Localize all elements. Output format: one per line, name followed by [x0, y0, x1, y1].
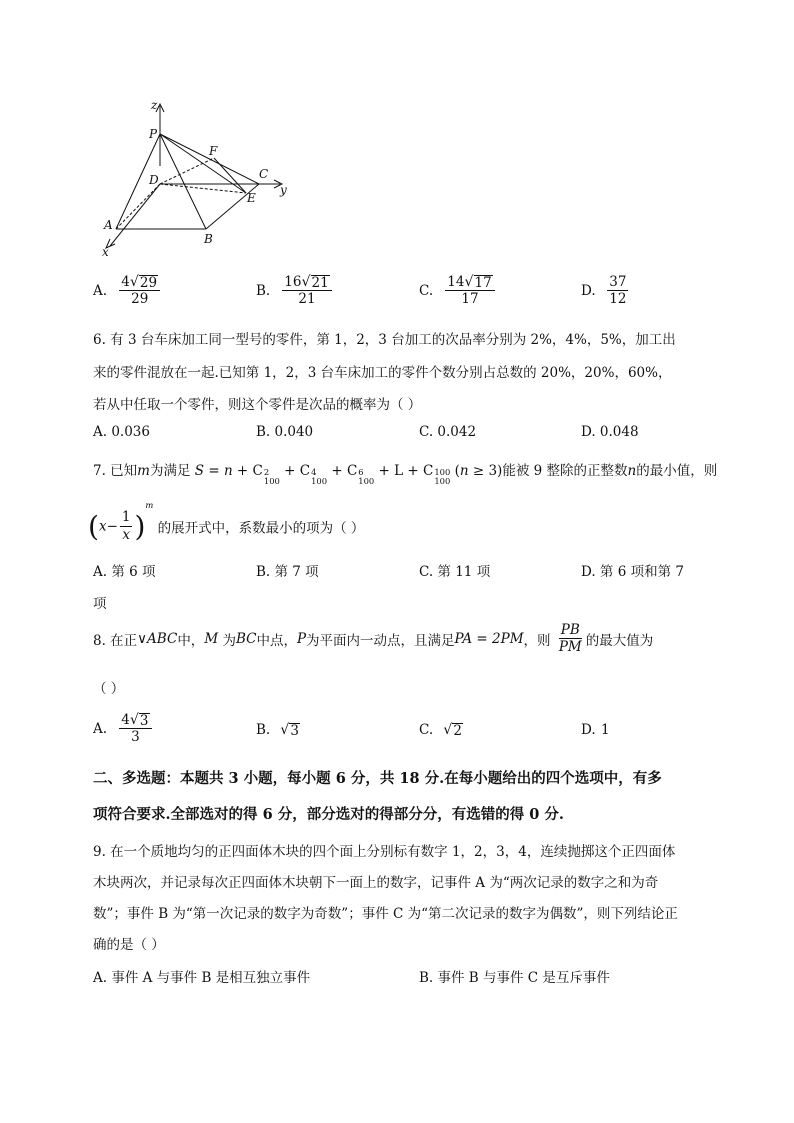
q9-line-3: 数”；事件 B 为“第一次记录的数字为奇数”；事件 C 为“第二次记录的数字为偶数”，则下列结论正	[93, 906, 678, 922]
label-F: F	[209, 144, 218, 158]
q6-option-c: C. 0.042	[419, 424, 477, 440]
q7-option-d: D. 第 6 项和第 7	[581, 564, 684, 580]
section2-line-2: 项符合要求.全部选对的得 6 分，部分选对的得部分分，有选错的得 0 分.	[93, 806, 564, 823]
q5-option-c: C. 14 √ 17 17	[419, 274, 497, 308]
q5-option-d: D. $\frac{37}{12}$	[581, 274, 627, 308]
q6-line-1: 6. 有 3 台车床加工同一型号的零件，第 1，2，3 台加工的次品率分别为 2%，4%，5%，加工出	[93, 332, 676, 348]
label-E: E	[247, 191, 256, 205]
q8-line-1: 8. 在正∨ABC中，M 为BC中点，P为平面内一动点，且满足PA = 2PM，则 $\frac{PB}{PM}$ 的最大值为	[93, 622, 654, 656]
q7-option-a: A. 第 6 项	[93, 564, 156, 580]
q6-option-a: A. 0.036	[93, 424, 150, 440]
q7-line-2: (x− $\frac{1}{x}$ )$^m$ 的展开式中，系数最小的项为（ ）	[88, 500, 365, 543]
q6-option-d: D. 0.048	[581, 424, 639, 440]
q8-option-d: D. 1	[581, 722, 610, 738]
q9-line-4: 确的是（ ）	[93, 937, 165, 953]
q8-paren: （ ）	[93, 681, 125, 697]
label-B: B	[204, 232, 213, 246]
section2-line-1: 二、多选题：本题共 3 小题，每小题 6 分，共 18 分.在每小题给出的四个选项中，有多	[93, 770, 662, 787]
q7-line-1: 7. 已知m为满足 S = n + C 2 100 + C 4 100 + C 6 100 + L + C 100 100 (n ≥ 3)能被 9 整除的正整数n的最小值，则	[93, 463, 718, 486]
q8-option-c: C. √ 2	[419, 722, 462, 739]
label-P: P	[149, 127, 158, 141]
q7-option-c: C. 第 11 项	[419, 564, 491, 580]
label-A: A	[104, 218, 113, 232]
pyramid-figure	[96, 96, 306, 261]
q9-option-b: B. 事件 B 与事件 C 是互斥事件	[419, 970, 610, 986]
q9-line-2: 木块两次，并记录每次正四面体木块朝下一面上的数字，记事件 A 为“两次记录的数字之和为奇	[93, 875, 659, 891]
q7-option-wrap: 项	[93, 596, 107, 612]
q9-line-1: 9. 在一个质地均匀的正四面体木块的四个面上分别标有数字 1，2，3，4，连续抛掷这个正四面体	[93, 844, 676, 860]
q8-option-a: A. 4 √ 3 3	[93, 712, 154, 746]
q6-line-2: 来的零件混放在一起.已知第 1，2，3 台车床加工的零件个数分别占总数的 20%，20%，60%，	[93, 365, 672, 381]
label-z: z	[151, 98, 158, 112]
label-x: x	[102, 245, 109, 259]
q5-option-a: A. 4 √ 29 29	[93, 274, 162, 308]
label-D: D	[149, 173, 159, 187]
q8-option-b: B. √ 3	[256, 722, 299, 739]
q9-option-a: A. 事件 A 与事件 B 是相互独立事件	[93, 970, 311, 986]
q6-line-3: 若从中任取一个零件，则这个零件是次品的概率为（ ）	[93, 397, 422, 413]
q6-option-b: B. 0.040	[256, 424, 314, 440]
label-y: y	[280, 183, 287, 197]
label-C: C	[259, 167, 269, 181]
q5-option-b: B. 16 √ 21 21	[256, 274, 334, 308]
q7-option-b: B. 第 7 项	[256, 564, 319, 580]
